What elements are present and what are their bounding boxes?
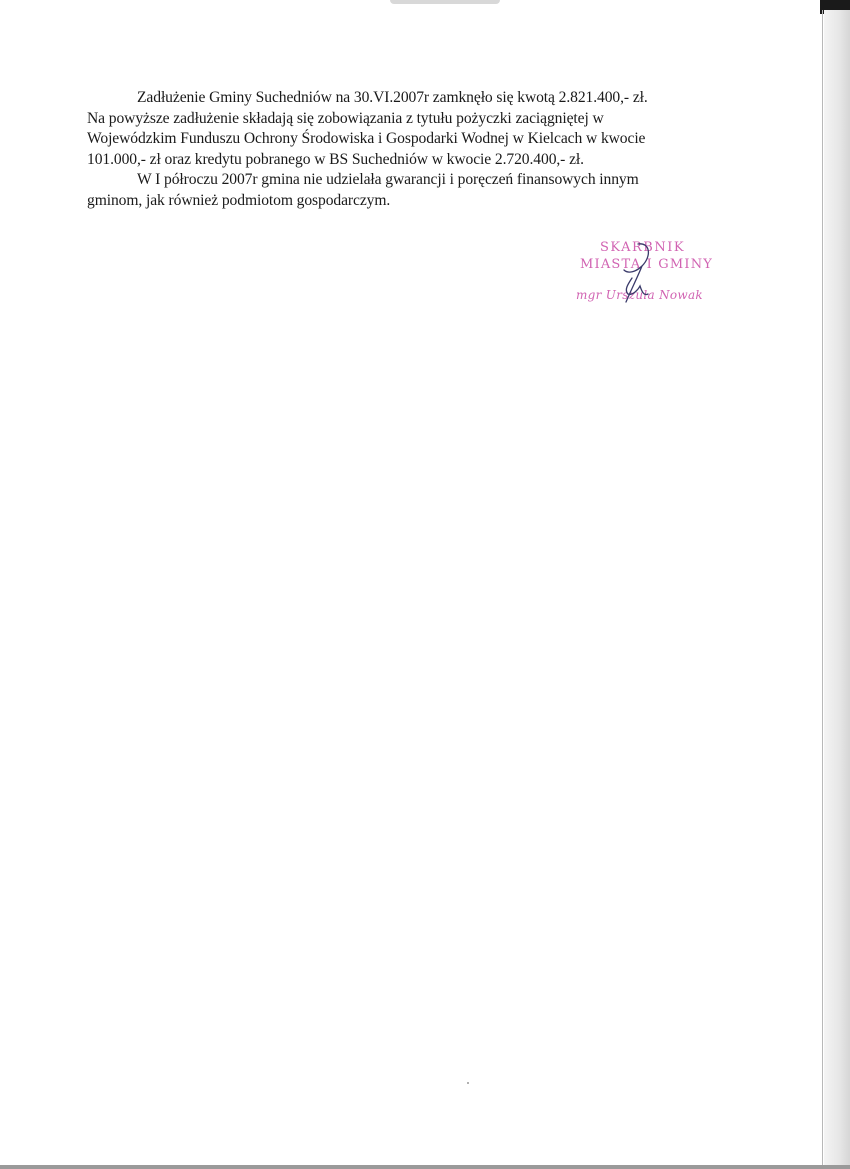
handwritten-signature-icon: [598, 238, 658, 308]
paragraph-line-debt-total: Zadłużenie Gminy Suchedniów na 30.VI.2007r zamknęło się kwotą 2.821.400,- zł.: [137, 89, 648, 106]
scan-edge-bottom: [0, 1165, 850, 1169]
paragraph-line-credit: 101.000,- zł oraz kredytu pobranego w BS Suchedniów w kwocie 2.720.400,- zł.: [87, 150, 584, 168]
stamp-name: mgr Urszula Nowak: [576, 288, 703, 302]
scan-edge-line: [822, 10, 823, 1169]
treasurer-stamp: [570, 238, 720, 318]
scan-dust-speck: [467, 1082, 469, 1084]
paragraph-line-fund: Wojewódzkim Funduszu Ochrony Środowiska i Gospodarki Wodnej w Kielcach w kwocie: [87, 130, 646, 147]
stamp-office: MIASTA I GMINY: [580, 257, 714, 272]
paragraph-line-guarantees: W I półroczu 2007r gmina nie udzielała gwarancji i poręczeń finansowych innym: [137, 171, 639, 188]
paragraph-line-obligations: Na powyższe zadłużenie składają się zobowiązania z tytułu pożyczki zaciągniętej w: [87, 109, 604, 127]
paragraph-line-entities: gminom, jak również podmiotom gospodarczym.: [87, 191, 391, 209]
scan-artifact-top: [390, 0, 500, 4]
document-body: [87, 88, 727, 211]
stamp-title: SKARBNIK: [600, 240, 686, 255]
scan-edge-shadow: [824, 10, 850, 1169]
